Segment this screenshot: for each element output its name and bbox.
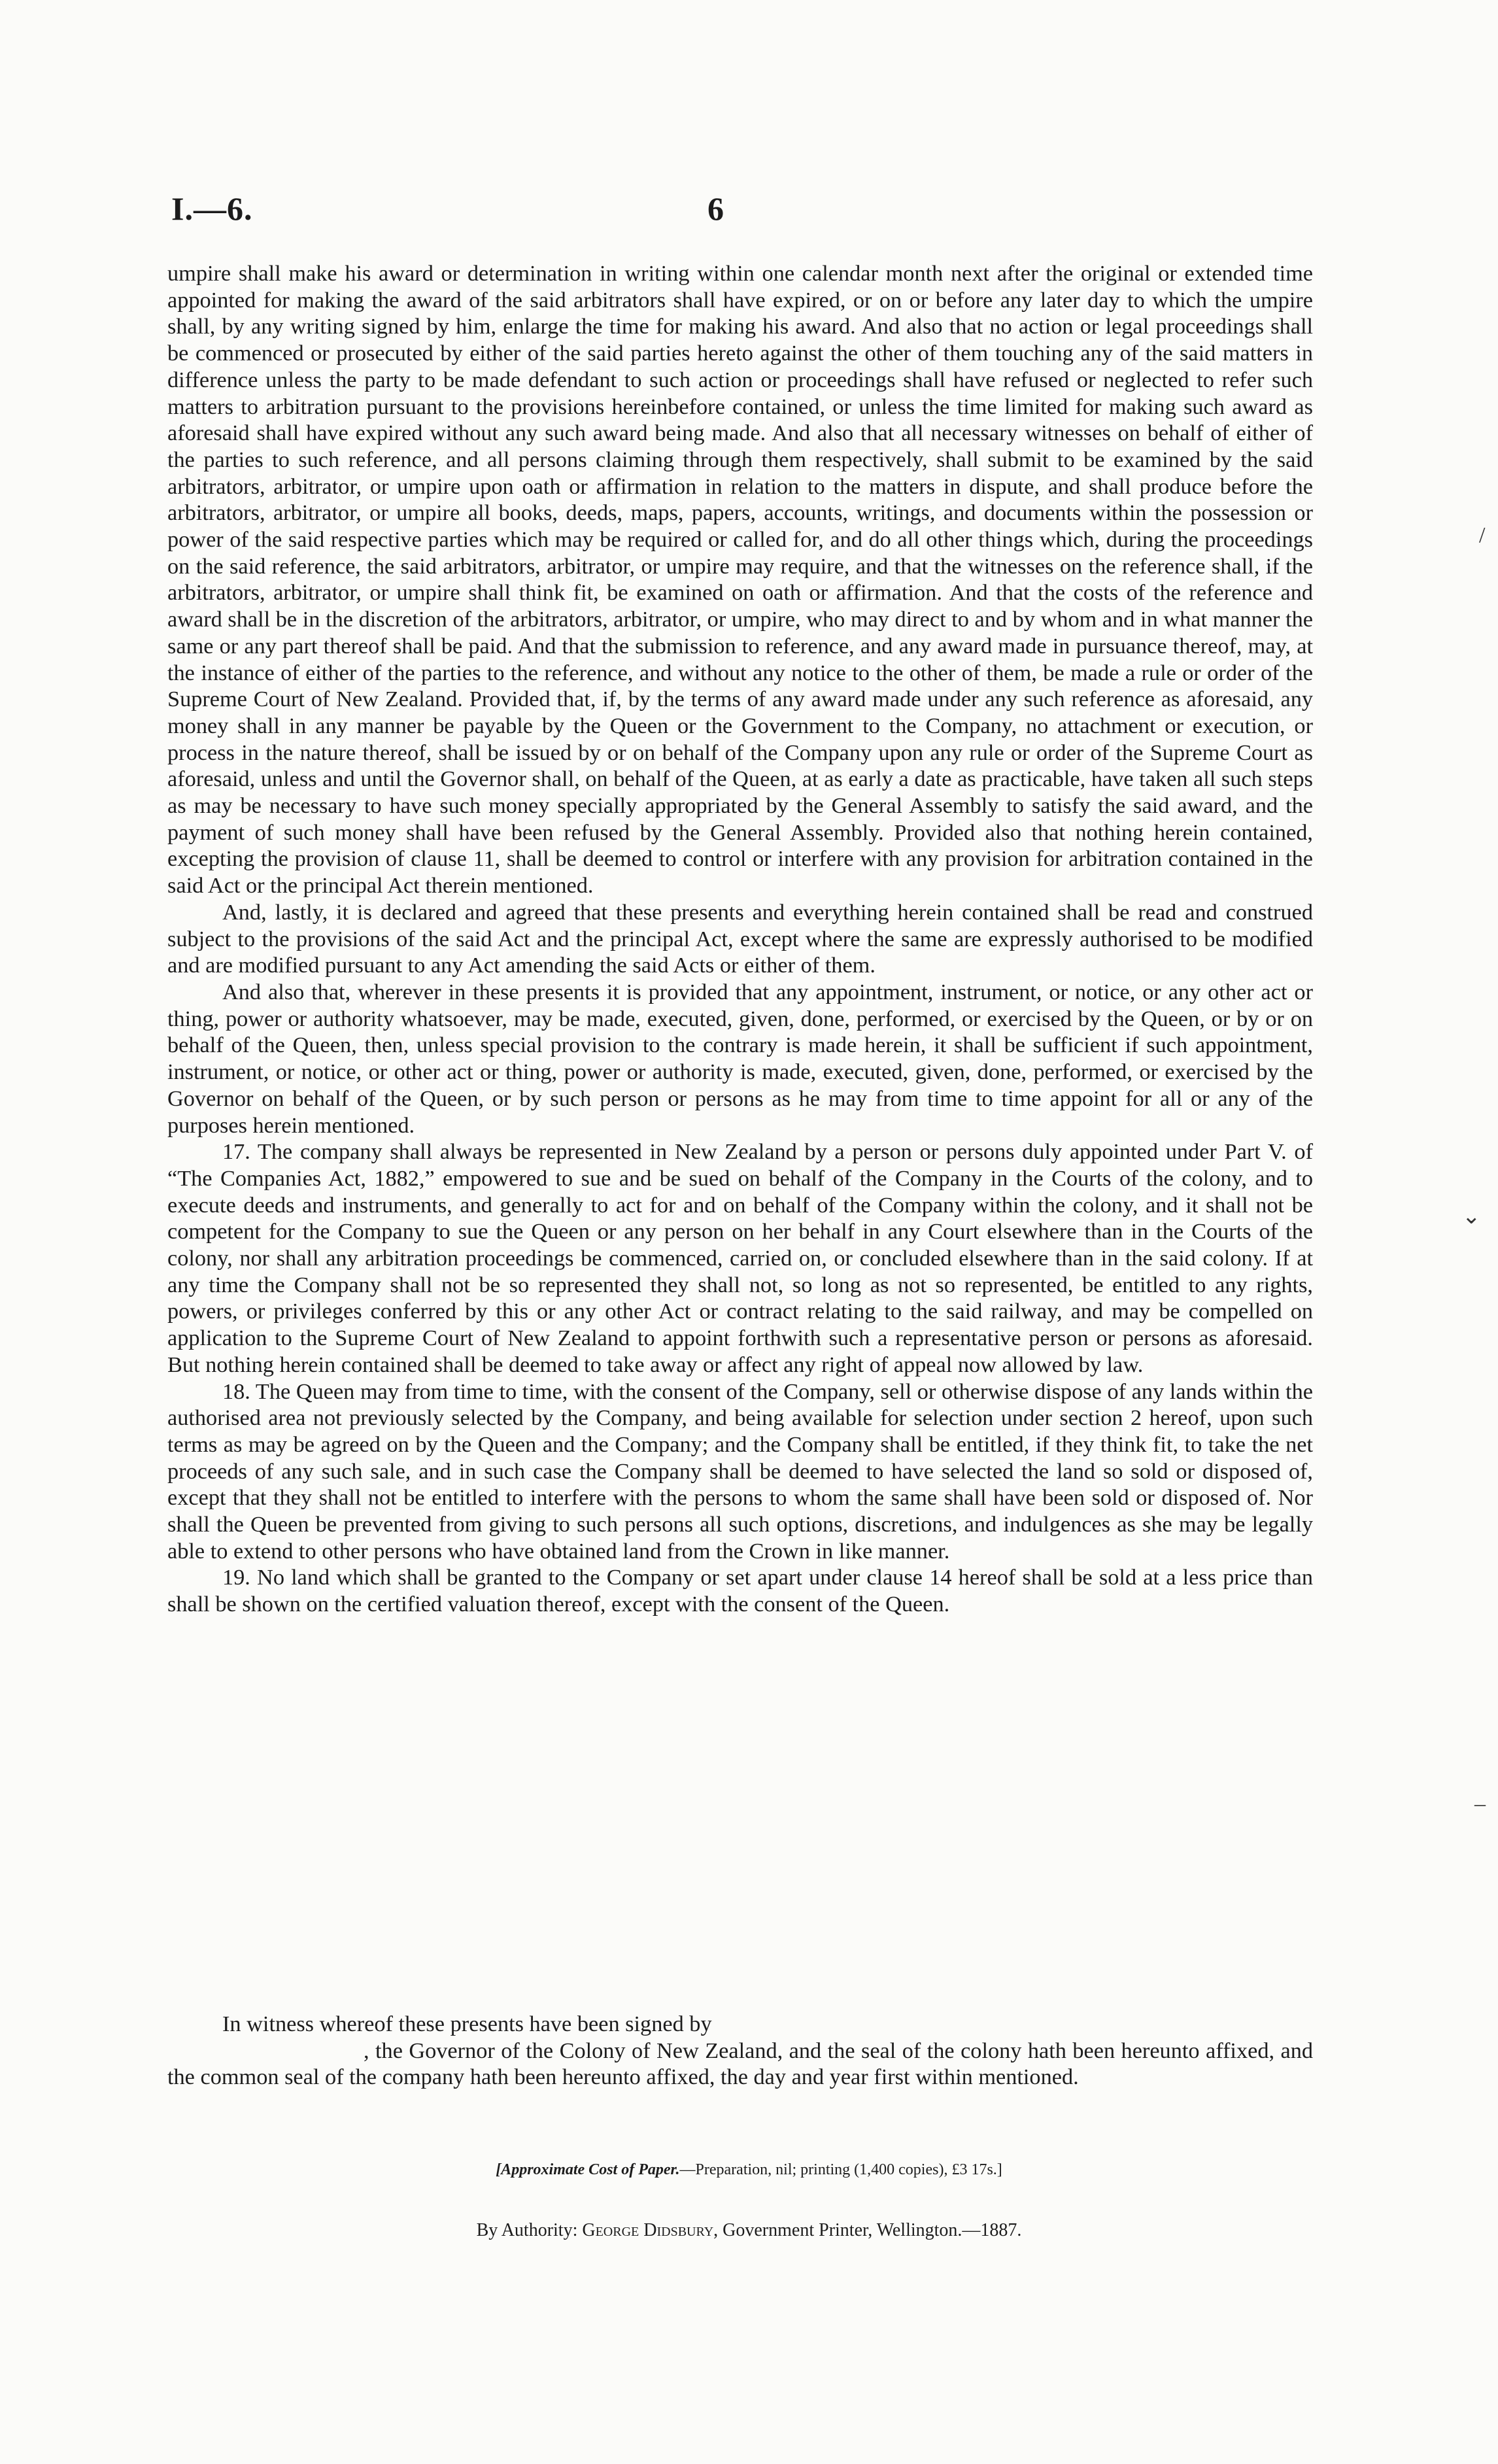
clause-18: 18. The Queen may from time to time, with the consent of the Company, sell or otherwise dispose of any lands within the authorised area not previously selected by the Company, and being available for selection under section 2 hereof, upon such terms as may be agreed on by the Queen and the Company; and the Company shall be entitled, if they think fit, to take the net proceeds of any such sale, and in such case the Company shall be deemed to have selected the land so sold or disposed of, except that they shall not be entitled to interfere with the persons to whom the same shall have been sold or disposed of. Nor shall the Queen be prevented from giving to such persons all such options, discretions, and indulgences as she may be legally able to extend to other persons who have obtained land from the Crown in like manner.: [167, 1378, 1313, 1564]
cost-detail: —Preparation, nil; printing (1,400 copies), £3 17s.]: [679, 2161, 1002, 2178]
margin-mark-3: –: [1474, 1792, 1486, 1816]
witness-clause: [167, 2011, 1313, 2091]
document-body: [167, 260, 1313, 1618]
cost-note: [0, 2161, 1498, 2179]
printer-authority: [0, 2220, 1498, 2241]
authority-prefix: By Authority:: [476, 2220, 578, 2240]
margin-mark-2: ⌄: [1462, 1205, 1481, 1229]
document-reference: I.—6.: [171, 190, 253, 227]
witness-line-1: In witness whereof these presents have been signed by: [222, 2011, 712, 2036]
witness-line-2: , the Governor of the Colony of New Zealand, and the seal of the colony hath been hereunto affixed, and the common seal of the company hath been hereunto affixed, the day and year first within mentioned.: [167, 2038, 1313, 2090]
cost-label: [Approximate Cost of Paper.: [496, 2161, 680, 2178]
clause-17: 17. The company shall always be represented in New Zealand by a person or persons duly appointed under Part V. of “The Companies Act, 1882,” empowered to sue and be sued on behalf of the Company in the Courts of the colony, and to execute deeds and instruments, and generally to act for and on behalf of the Company within the colony, and it shall not be competent for the Company to sue the Queen or any person on her behalf in any Court elsewhere than in the Courts of the colony, nor shall any arbitration proceedings be commenced, carried on, or concluded elsewhere than in the said colony. If at any time the Company shall not be so represented they shall not, so long as not so represented, be entitled to any rights, powers, or privileges conferred by this or any other Act or contract relating to the said railway, and may be compelled on application to the Supreme Court of New Zealand to appoint forthwith such a representative person or persons as aforesaid. But nothing herein contained shall be deemed to take away or affect any right of appeal now allowed by law.: [167, 1139, 1313, 1377]
paragraph-construction: And, lastly, it is declared and agreed that these presents and everything herein contained shall be read and construed subject to the provisions of the said Act and the principal Act, except where the same are expressly authorised to be modified and are modified pursuant to any Act amending the said Acts or either of them.: [167, 899, 1313, 978]
paragraph-arbitration: umpire shall make his award or determination in writing within one calendar month next after the original or extended time appointed for making the award of the said arbitrators shall have expired, or on or before any later day to which the umpire shall, by any writing signed by him, enlarge the time for making his award. And also that no action or legal proceedings shall be commenced or prosecuted by either of the said parties hereto against the other of them touching any of the said matters in difference unless the party to be made defendant to such action or proceedings shall have refused or neglected to refer such matters to arbitration pursuant to the provisions hereinbefore contained, or unless the time limited for making such award as aforesaid shall have expired without any such award being made. And also that all necessary witnesses on behalf of either of the parties to such reference, and all persons claiming through them respectively, shall submit to be examined by the said arbitrators, arbitrator, or umpire upon oath or affirmation in relation to the matters in dispute, and shall produce before the arbitrators, arbitrator, or umpire all books, deeds, maps, papers, accounts, writings, and documents within the possession or power of the said respective parties which may be required or called for, and do all other things which, during the proceedings on the said reference, the said arbitrators, arbitrator, or umpire may require, and that the witnesses on the reference shall, if the arbitrators, arbitrator, or umpire shall think fit, be examined on oath or affirmation. And that the costs of the reference and award shall be in the discretion of the arbitrators, arbitrator, or umpire, who may direct to and by whom and in what manner the same or any part thereof shall be paid. And that the submission to reference, and any award made in pursuance thereof, may, at the instance of either of the parties to the reference, and without any notice to the other of them, be made a rule or order of the Supreme Court of New Zealand. Provided that, if, by the terms of any award made under any such reference as aforesaid, any money shall in any manner be payable by the Queen or the Government to the Company, no attachment or execution, or process in the nature thereof, shall be issued by or on behalf of the Company upon any rule or order of the Supreme Court as aforesaid, unless and until the Governor shall, on behalf of the Queen, at as early a date as practicable, have taken all such steps as may be necessary to have such money specially appropriated by the General Assembly to satisfy the said award, and the payment of such money shall have been refused by the General Assembly. Provided also that nothing herein contained, excepting the provision of clause 11, shall be deemed to control or interfere with any provision for arbitration contained in the said Act or the principal Act therein mentioned.: [167, 261, 1313, 898]
margin-mark-1: /: [1479, 523, 1486, 547]
page-number: 6: [707, 190, 724, 227]
authority-suffix: , Government Printer, Wellington.—1887.: [713, 2220, 1022, 2240]
paragraph-governor-authority: And also that, wherever in these presents it is provided that any appointment, instrument, or notice, or any other act or thing, power or authority whatsoever, may be made, executed, given, done, performed, or exercised by the Queen, or by or on behalf of the Queen, then, unless special provision to the contrary is made herein, it shall be sufficient if such appointment, instrument, or notice, or other act or thing, power or authority is made, executed, given, done, performed, or exercised by the Governor on behalf of the Queen, or by such person or persons as he may from time to time appoint for all or any of the purposes herein mentioned.: [167, 979, 1313, 1138]
printer-name: George Didsbury: [582, 2220, 714, 2240]
clause-19: 19. No land which shall be granted to the Company or set apart under clause 14 hereof shall be sold at a less price than shall be shown on the certified valuation thereof, except with the consent of the Queen.: [167, 1565, 1313, 1617]
